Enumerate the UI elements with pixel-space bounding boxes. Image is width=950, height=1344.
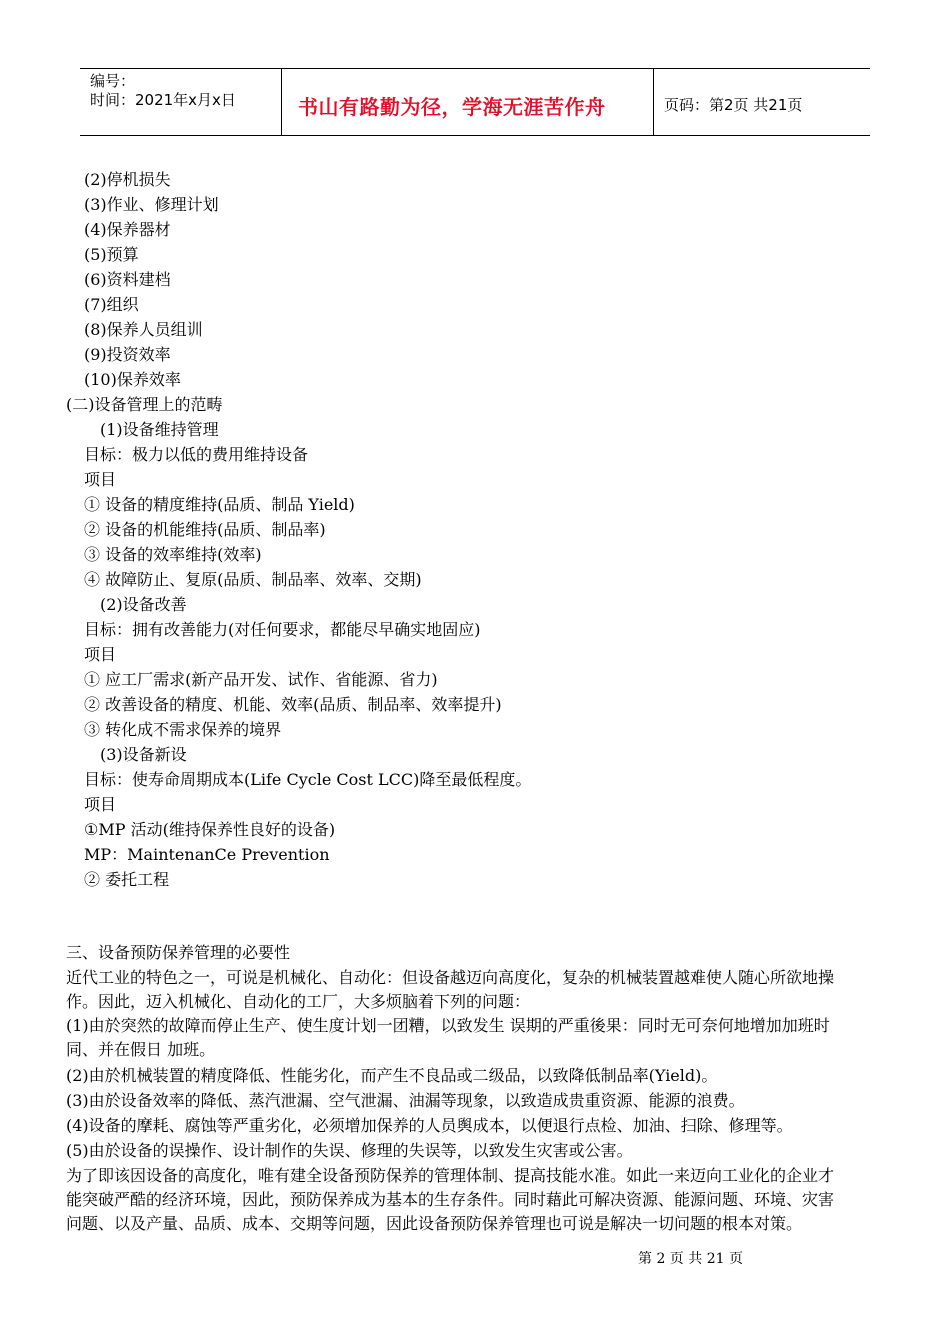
- list-item: ① 应工厂需求(新产品开发、试作、省能源、省力): [84, 670, 438, 689]
- paragraph-line: (1)由於突然的故障而停止生产、使生度计划一团糟，以致发生 误期的严重後果：同时无可奈何地增加加班时: [66, 1016, 830, 1035]
- list-item: (2)停机损失: [84, 170, 171, 189]
- list-item: (5)预算: [84, 245, 139, 264]
- list-item: (7)组织: [84, 295, 139, 314]
- list-item: ④ 故障防止、复原(品质、制品率、效率、交期): [84, 570, 422, 589]
- date-label: 时间：2021年x月x日: [90, 91, 236, 109]
- list-item: (9)投资效率: [84, 345, 171, 364]
- section-heading: 三、设备预防保养管理的必要性: [66, 943, 291, 962]
- list-item: ① 设备的精度维持(品质、制品 Yield): [84, 495, 355, 514]
- list-item: ② 改善设备的精度、机能、效率(品质、制品率、效率提升): [84, 695, 502, 714]
- list-item: ③ 转化成不需求保养的境界: [84, 720, 282, 739]
- goal-text: 目标：使寿命周期成本(Life Cycle Cost LCC)降至最低程度。: [84, 770, 532, 789]
- paragraph-line: 作。因此，迈入机械化、自动化的工厂，大多烦脑着下列的问题：: [66, 992, 531, 1011]
- goal-text: 目标：拥有改善能力(对任何要求，都能尽早确实地固应): [84, 620, 481, 639]
- list-item: ③ 设备的效率维持(效率): [84, 545, 262, 564]
- items-label: 项目: [84, 795, 117, 814]
- paragraph-line: 近代工业的特色之一，可说是机械化、自动化：但设备越迈向高度化，复杂的机械装置越难使人随心所欲地操: [66, 968, 835, 987]
- paragraph-line: (5)由於设备的误操作、设计制作的失误、修理的失误等，以致发生灾害或公害。: [66, 1141, 633, 1160]
- motto-text: 书山有路勤为径，学海无涯苦作舟: [298, 95, 606, 119]
- list-item: ② 委托工程: [84, 870, 170, 889]
- list-item: (8)保养人员组训: [84, 320, 203, 339]
- list-item: (10)保养效率: [84, 370, 181, 389]
- section-heading: (二)设备管理上的范畴: [66, 395, 223, 414]
- paragraph-line: (4)设备的摩耗、腐蚀等严重劣化，必须增加保养的人员舆成本，以便退行点检、加油、扫除、修理等。: [66, 1116, 793, 1135]
- list-item: ② 设备的机能维持(品质、制品率): [84, 520, 326, 539]
- code-label: 编号：: [90, 72, 136, 90]
- items-label: 项目: [84, 470, 117, 489]
- page-info: 页码：第2页 共21页: [664, 96, 803, 114]
- document-header: [80, 68, 870, 136]
- list-item: (4)保养器材: [84, 220, 171, 239]
- paragraph-line: (2)由於机械装置的精度降低、性能劣化，而产生不良品或二级品，以致降低制品率(Yield)。: [66, 1066, 718, 1085]
- list-item: (6)资料建档: [84, 270, 171, 289]
- goal-text: 目标：极力以低的费用维持设备: [84, 445, 309, 464]
- paragraph-line: 同、并在假日 加班。: [66, 1040, 216, 1059]
- subsection-title: (1)设备维持管理: [100, 420, 219, 439]
- header-motto-cell: [282, 69, 654, 135]
- items-label: 项目: [84, 645, 117, 664]
- list-item: (3)作业、修理计划: [84, 195, 219, 214]
- subsection-title: (2)设备改善: [100, 595, 187, 614]
- list-item: MP：MaintenanCe Prevention: [84, 845, 330, 864]
- list-item: ①MP 活动(维持保养性良好的设备): [84, 820, 336, 839]
- header-meta-cell: [80, 69, 282, 135]
- subsection-title: (3)设备新设: [100, 745, 187, 764]
- header-page-cell: [654, 69, 870, 135]
- paragraph-line: 能突破严酷的经济环境，因此，预防保养成为基本的生存条件。同时藉此可解决资源、能源问题、环境、灾害: [66, 1190, 835, 1209]
- paragraph-line: 问题、以及产量、品质、成本、交期等问题，因此设备预防保养管理也可说是解决一切问题的根本对策。: [66, 1214, 803, 1233]
- page-footer: 第 2 页 共 21 页: [638, 1251, 743, 1267]
- paragraph-line: 为了即该因设备的高度化，唯有建全设备预防保养的管理体制、提高技能水准。如此一来迈向工业化的企业才: [66, 1166, 835, 1185]
- paragraph-line: (3)由於设备效率的降低、蒸汽泄漏、空气泄漏、油漏等现象，以致造成贵重资源、能源的浪费。: [66, 1091, 745, 1110]
